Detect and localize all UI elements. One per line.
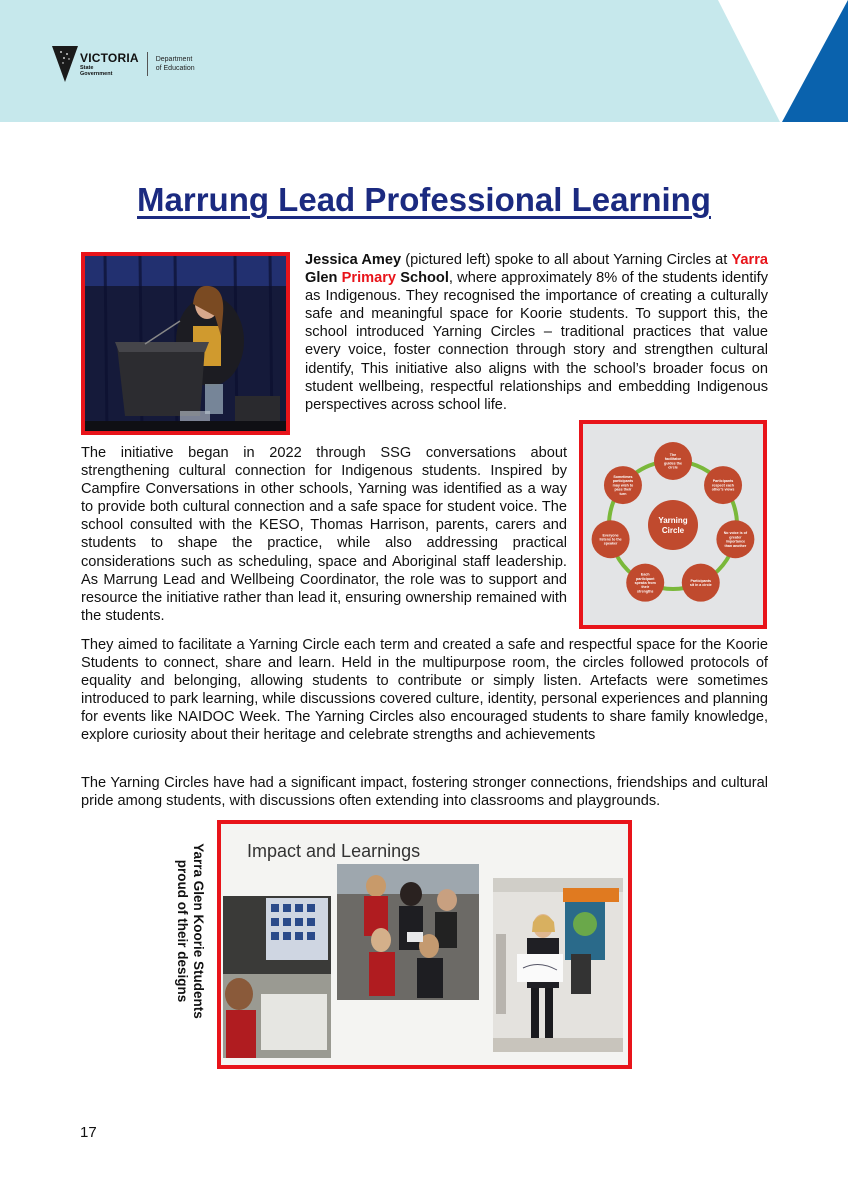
diagram-node	[604, 466, 642, 504]
diagram-node-label: Each	[640, 572, 650, 577]
school-name-3: Primary	[341, 270, 397, 287]
intro-text-2: , where approximately 8% of the students identify as Indigenous. They recognised the importance of creating a culturally safe and meaningful space for Koorie students. To support this, the school introduced Yarning Circles – traditional practices that value every voice, foster connection through story and strengthen cultural identify, This initiative also aligns with the school’s broader focus on student wellbeing, respectful relationships and embedding Indigenous perspectives across school life.	[305, 270, 768, 413]
victoria-government-logo	[52, 44, 195, 84]
diagram-node	[716, 520, 754, 558]
school-name-1: Yarra	[731, 252, 768, 268]
diagram-center-line-2: Circle	[661, 526, 685, 535]
header-corner-decoration	[718, 0, 848, 122]
slide-photo-tablet	[223, 896, 331, 1058]
intro-paragraph	[305, 251, 768, 414]
diagram-node-label: speaker	[603, 541, 618, 546]
diagram-node-label: No voice is of	[723, 531, 748, 536]
diagram-node	[592, 520, 630, 558]
diagram-node-label: Sometimes	[613, 474, 633, 479]
school-name-4: School	[400, 270, 449, 287]
diagram-node-label: than another	[724, 543, 747, 548]
diagram-node-label: pass their	[614, 487, 632, 492]
slide-photo-students	[337, 864, 479, 1000]
diagram-node-label: strengths	[637, 589, 654, 594]
initiative-paragraph: The initiative began in 2022 through SSG conversations about strengthening cultural connection for Indigenous students. Inspired by Campfire Conversations in other schools, Yarning was identified as a way to provide both cultural connection and a safe space for student voice. The school consulted with the KESO, Thomas Harrison, parents, carers and students to shape the practice, while also addressing practical considerations such as scheduling, space and Aboriginal staff leadership. As Marrung Lead and Wellbeing Coordinator, the role was to support and resource the initiative rather than lead it, ensuring ownership remained with the students.	[81, 445, 567, 624]
intro-text-1: (pictured left) spoke to all about Yarning Circles at	[401, 252, 732, 268]
speaker-photo	[81, 252, 290, 435]
diagram-node-label: speaks from	[634, 580, 656, 585]
dept-line-2: of Education	[155, 65, 195, 72]
diagram-node-label: greater	[729, 535, 742, 540]
impact-paragraph: The Yarning Circles have had a significant impact, fostering stronger connections, friendships and cultural pride among students, with discussions often extending into classrooms and playgrounds.	[81, 775, 768, 810]
diagram-node-label: turn	[619, 491, 627, 496]
diagram-node-label: participants	[612, 479, 634, 484]
facilitation-paragraph: They aimed to facilitate a Yarning Circle each term and created a safe and respectful space for the Koorie Students to connect, share and learn. Held in the multipurpose room, the circles followed protocols of equality and belonging, allowing students to contribute or simply listen. Artefacts were sometimes introduced to park learning, while discussions covered culture, identity, personal experiences and planning for events like NAIDOC Week. The Yarning Circles also encouraged students to share family knowledge, explore curiosity about their heritage and celebrate strengths and achievements	[81, 637, 768, 744]
diagram-node-label: their	[641, 585, 650, 590]
diagram-node	[626, 564, 664, 602]
impact-slide-photo	[217, 820, 632, 1069]
diagram-center-line-1: Yarning	[658, 516, 688, 525]
victoria-v-icon	[52, 44, 78, 84]
photo-caption	[170, 843, 210, 1019]
caption-line-1: Yarra Glen Koorie Students	[191, 843, 206, 1019]
yarning-circle-diagram	[583, 424, 763, 625]
logo-brand-name: VICTORIA	[80, 50, 139, 65]
yarning-circle-photo	[579, 420, 767, 629]
diagram-node-label: facilitator	[664, 457, 682, 462]
logo-sub-1: State	[80, 64, 94, 71]
diagram-node-label: sit in a circle	[689, 583, 712, 588]
page-title: Marrung Lead Professional Learning	[137, 181, 711, 218]
speaker-name: Jessica Amey	[305, 252, 402, 268]
logo-wordmark	[80, 52, 139, 77]
diagram-node-label: Everyone	[602, 533, 619, 538]
diagram-node	[682, 564, 720, 602]
header-band	[0, 0, 848, 122]
diagram-node-label: importance	[725, 539, 746, 544]
slide-photo-drawing	[493, 878, 623, 1052]
dept-line-1: Department	[155, 56, 193, 63]
caption-line-2: proud of their designs	[175, 859, 190, 1003]
diagram-node-label: may wish to	[612, 483, 634, 488]
diagram-node-label: Participants	[690, 578, 712, 583]
page-number: 17	[80, 1124, 97, 1141]
diagram-node-label: other's views	[711, 487, 735, 492]
diagram-node-label: The	[669, 453, 677, 457]
diagram-node-label: participant	[636, 576, 655, 581]
diagram-node-label: circle	[668, 465, 678, 470]
logo-sub-2: Government	[80, 70, 113, 77]
diagram-node-label: listens to the	[599, 537, 622, 542]
photo-caption-text	[174, 843, 206, 1019]
logo-divider	[147, 52, 148, 76]
logo-department	[156, 55, 195, 73]
school-name-2: Glen	[305, 270, 338, 287]
diagram-node	[704, 466, 742, 504]
slide-title: Impact and Learnings	[247, 841, 421, 861]
diagram-node	[654, 442, 692, 480]
diagram-node-label: respect each	[712, 483, 735, 488]
diagram-node-label: Participants	[712, 479, 734, 484]
diagram-node-label: guides the	[664, 461, 682, 466]
